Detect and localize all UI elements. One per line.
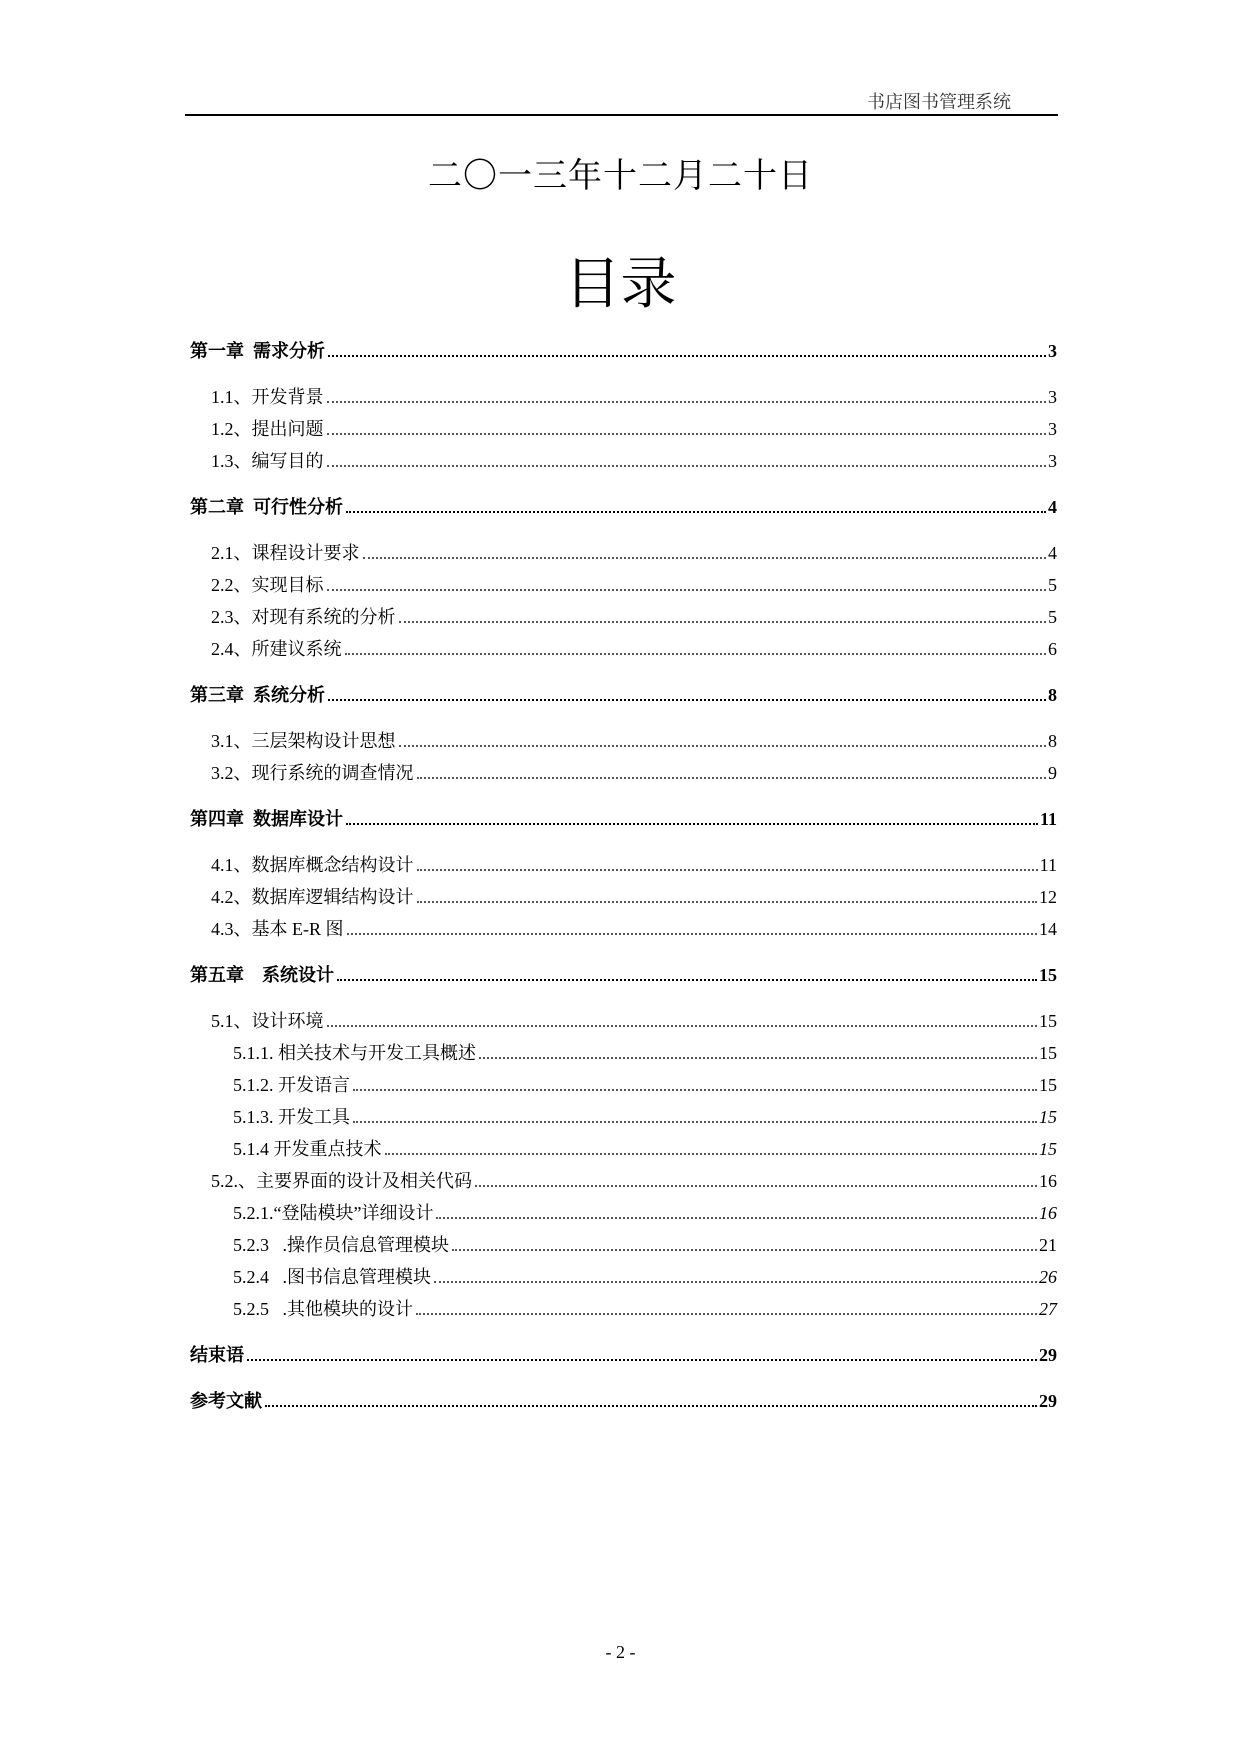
toc-entry-page: 27 <box>1039 1299 1057 1319</box>
toc-entry-label: 5.1.2. 开发语言 <box>233 1075 350 1095</box>
toc-entry[interactable] <box>190 682 1057 706</box>
toc-entry-label: 第一章 需求分析 <box>190 341 325 361</box>
toc-entry-label: 第三章 系统分析 <box>190 685 325 705</box>
toc-entry[interactable] <box>190 1168 1057 1192</box>
toc-entry-page: 11 <box>1039 809 1057 829</box>
toc-entry[interactable] <box>190 1342 1057 1366</box>
toc-entry[interactable] <box>190 916 1057 940</box>
toc-entry-label: 5.2.1.“登陆模块”详细设计 <box>233 1203 434 1223</box>
toc-entry-page: 6 <box>1048 639 1057 659</box>
toc-entry-page: 21 <box>1039 1235 1057 1255</box>
toc-entry-label: 第五章 系统设计 <box>190 965 334 985</box>
toc-entry-page: 5 <box>1048 607 1057 627</box>
toc-entry[interactable] <box>190 494 1057 518</box>
toc-entry[interactable] <box>190 806 1057 830</box>
toc-entry-page: 3 <box>1048 451 1057 471</box>
toc-entry-page: 3 <box>1048 419 1057 439</box>
toc-entry-label: 1.1、开发背景 <box>211 387 324 407</box>
toc-entry[interactable] <box>190 1008 1057 1032</box>
toc-entry[interactable] <box>190 1264 1057 1288</box>
toc-dot-leader <box>479 1057 1037 1059</box>
toc-dot-leader <box>327 465 1047 467</box>
toc-entry-page: 16 <box>1039 1171 1057 1191</box>
toc-entry[interactable] <box>190 636 1057 660</box>
toc-entry[interactable] <box>190 1296 1057 1320</box>
toc-entry[interactable] <box>190 852 1057 876</box>
toc-entry-page: 8 <box>1048 731 1057 751</box>
toc-entry-label: 1.2、提出问题 <box>211 419 324 439</box>
toc-entry-page: 26 <box>1039 1267 1057 1287</box>
toc-entry-page: 15 <box>1039 1011 1057 1031</box>
toc-entry[interactable] <box>190 1072 1057 1096</box>
toc-entry-label: 5.2.3 .操作员信息管理模块 <box>233 1235 449 1255</box>
toc-entry[interactable] <box>190 1200 1057 1224</box>
toc-entry-label: 4.1、数据库概念结构设计 <box>211 855 414 875</box>
toc-entry-page: 8 <box>1048 685 1057 705</box>
page-number: - 2 - <box>605 1642 636 1662</box>
toc-dot-leader <box>327 1025 1038 1027</box>
toc-entry-label: 3.2、现行系统的调查情况 <box>211 763 414 783</box>
toc-entry-label: 2.1、课程设计要求 <box>211 543 360 563</box>
toc-entry-label: 4.2、数据库逻辑结构设计 <box>211 887 414 907</box>
toc-entry-page: 15 <box>1039 965 1057 985</box>
toc-entry-label: 5.1.3. 开发工具 <box>233 1107 350 1127</box>
toc-entry-page: 11 <box>1039 855 1057 875</box>
toc-entry[interactable] <box>190 760 1057 784</box>
toc-entry[interactable] <box>190 1388 1057 1412</box>
toc-entry[interactable] <box>190 540 1057 564</box>
toc-entry-label: 1.3、编写目的 <box>211 451 324 471</box>
toc-entry-page: 14 <box>1039 919 1057 939</box>
toc-dot-leader <box>436 1217 1037 1219</box>
toc-dot-leader <box>353 1089 1037 1091</box>
toc-dot-leader <box>417 777 1047 779</box>
toc-entry-label: 5.1、设计环境 <box>211 1011 324 1031</box>
toc-dot-leader <box>346 823 1038 825</box>
toc-entry-page: 5 <box>1048 575 1057 595</box>
toc-entry-page: 3 <box>1048 341 1057 361</box>
toc-entry[interactable] <box>190 384 1057 408</box>
toc-dot-leader <box>328 699 1046 701</box>
toc-dot-leader <box>417 869 1038 871</box>
toc-dot-leader <box>399 621 1047 623</box>
header-divider <box>185 114 1058 116</box>
toc-entry[interactable] <box>190 962 1057 986</box>
toc-entry-label: 3.1、三层架构设计思想 <box>211 731 396 751</box>
toc-dot-leader <box>328 355 1046 357</box>
toc-entry[interactable] <box>190 1136 1057 1160</box>
toc-dot-leader <box>265 1405 1037 1407</box>
toc-entry-label: 结束语 <box>190 1345 244 1365</box>
toc-entry[interactable] <box>190 884 1057 908</box>
toc-dot-leader <box>247 1359 1037 1361</box>
toc-entry-page: 15 <box>1039 1107 1057 1127</box>
toc-entry-label: 参考文献 <box>190 1391 262 1411</box>
running-header-title: 书店图书管理系统 <box>867 92 1011 112</box>
toc-dot-leader <box>347 933 1038 935</box>
toc-dot-leader <box>475 1185 1037 1187</box>
toc-dot-leader <box>345 653 1047 655</box>
toc-entry[interactable] <box>190 1232 1057 1256</box>
toc-entry-page: 4 <box>1048 497 1057 517</box>
toc-entry[interactable] <box>190 448 1057 472</box>
toc-entry-label: 第二章 可行性分析 <box>190 497 343 517</box>
toc-dot-leader <box>327 589 1047 591</box>
toc-entry[interactable] <box>190 572 1057 596</box>
toc-entry-page: 29 <box>1039 1345 1057 1365</box>
toc-entry-label: 5.1.1. 相关技术与开发工具概述 <box>233 1043 476 1063</box>
toc-entry-label: 5.1.4 开发重点技术 <box>233 1139 382 1159</box>
toc-dot-leader <box>363 557 1047 559</box>
toc-entry[interactable] <box>190 1104 1057 1128</box>
toc-entry[interactable] <box>190 416 1057 440</box>
toc-entry-page: 15 <box>1039 1139 1057 1159</box>
toc-entry-page: 15 <box>1039 1043 1057 1063</box>
toc-entry-label: 5.2.、主要界面的设计及相关代码 <box>211 1171 472 1191</box>
toc-entry-page: 3 <box>1048 387 1057 407</box>
toc-entry-label: 5.2.5 .其他模块的设计 <box>233 1299 413 1319</box>
toc-entry-page: 9 <box>1048 763 1057 783</box>
toc-dot-leader <box>416 1313 1037 1315</box>
toc-entry[interactable] <box>190 1040 1057 1064</box>
toc-entry-page: 4 <box>1048 543 1057 563</box>
toc-entry-label: 第四章 数据库设计 <box>190 809 343 829</box>
toc-dot-leader <box>337 979 1037 981</box>
toc-entry[interactable] <box>190 728 1057 752</box>
toc-entry-page: 15 <box>1039 1075 1057 1095</box>
toc-entry[interactable] <box>190 338 1057 362</box>
toc-dot-leader <box>346 511 1046 513</box>
toc-dot-leader <box>385 1153 1038 1155</box>
toc-entry-page: 29 <box>1039 1391 1057 1411</box>
toc-entry[interactable] <box>190 604 1057 628</box>
toc-entry-page: 16 <box>1039 1203 1057 1223</box>
date-line: 二〇一三年十二月二十日 <box>428 156 813 196</box>
toc-dot-leader <box>452 1249 1037 1251</box>
toc-entry-label: 4.3、基本 E-R 图 <box>211 919 344 939</box>
toc-entry-label: 2.4、所建议系统 <box>211 639 342 659</box>
toc-dot-leader <box>399 745 1047 747</box>
toc-entry-label: 2.3、对现有系统的分析 <box>211 607 396 627</box>
toc-heading: 目录 <box>564 252 677 317</box>
toc-dot-leader <box>417 901 1038 903</box>
toc-entry-label: 5.2.4 .图书信息管理模块 <box>233 1267 431 1287</box>
toc-entry-label: 2.2、实现目标 <box>211 575 324 595</box>
toc-dot-leader <box>434 1281 1037 1283</box>
toc-dot-leader <box>327 433 1047 435</box>
toc-entry-page: 12 <box>1039 887 1057 907</box>
toc-dot-leader <box>327 401 1047 403</box>
toc-dot-leader <box>353 1121 1037 1123</box>
